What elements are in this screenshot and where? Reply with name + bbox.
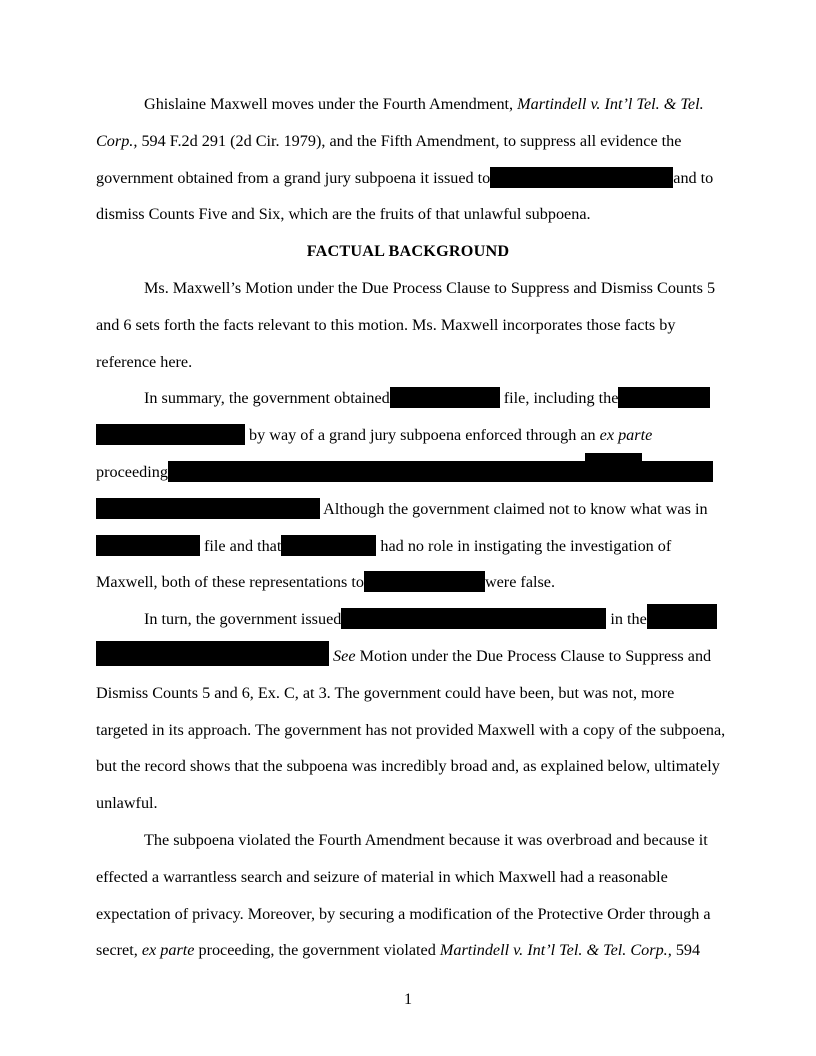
text-segment: In turn, the government issued [144, 610, 342, 629]
text-segment: expectation of privacy. Moreover, by securing a modification of the Protective Order through a [96, 904, 711, 923]
redaction-bar-extension [585, 453, 642, 482]
section-heading [96, 233, 720, 270]
text-segment: and 6 sets forth the facts relevant to this motion. Ms. Maxwell incorporates those facts by [96, 315, 676, 334]
text-segment: dismiss Counts Five and Six, which are the fruits of that unlawful subpoena. [96, 205, 591, 224]
para1-line4 [96, 196, 720, 233]
text-segment: proceeding [96, 462, 168, 481]
text-segment: 594 F.2d 291 (2d Cir. 1979), and the Fifth Amendment, to suppress all evidence the [137, 131, 682, 150]
text-segment: effected a warrantless search and seizure of material in which Maxwell had a reasonable [96, 867, 668, 886]
redaction-bar [390, 387, 500, 408]
text-segment: FACTUAL BACKGROUND [306, 242, 510, 261]
text-segment: government obtained from a grand jury subpoena it issued to [96, 168, 491, 187]
text-segment: Ms. Maxwell’s Motion under the Due Process Clause to Suppress and Dismiss Counts 5 [144, 278, 716, 297]
redaction-bar [168, 461, 713, 482]
para4-line3 [96, 675, 720, 712]
redaction-bar [647, 604, 717, 629]
para5-line4 [96, 932, 720, 969]
para3-line1 [96, 380, 720, 417]
para5-line2 [96, 859, 720, 896]
text-segment: ex parte [599, 426, 653, 445]
text-segment: ex parte [141, 941, 195, 960]
redaction-bar [96, 424, 245, 445]
para3-line6 [96, 564, 720, 601]
text-segment: reference here. [96, 352, 193, 371]
text-segment: in the [606, 610, 647, 629]
para1-line3 [96, 160, 720, 197]
page-number: 1 [403, 990, 413, 1008]
text-segment: targeted in its approach. The government has not provided Maxwell with a copy of the subpoena, [96, 720, 726, 739]
para5-line1 [96, 822, 720, 859]
text-segment: secret, [96, 941, 142, 960]
para2-line1 [96, 270, 720, 307]
text-segment: by way of a grand jury subpoena enforced through an [245, 426, 600, 445]
text-segment: and to [673, 168, 714, 187]
text-segment: The subpoena violated the Fourth Amendment because it was overbroad and because it [144, 830, 708, 849]
redaction-bar [96, 535, 200, 556]
text-segment: file and that [200, 536, 282, 555]
para3-line2 [96, 417, 720, 454]
text-segment: Corp., [96, 131, 138, 150]
text-segment: Martindell v. Int’l Tel. & Tel. [517, 95, 704, 113]
redaction-bar [281, 535, 376, 556]
redaction-bar [341, 608, 606, 629]
para1-line1 [96, 86, 720, 123]
redaction-bar [490, 167, 673, 188]
para3-line4 [96, 491, 720, 528]
para5-line3 [96, 896, 720, 933]
text-segment: In summary, the government obtained [144, 389, 390, 408]
document-lines [96, 86, 726, 969]
text-segment: proceeding, the government violated [194, 941, 440, 960]
para4-line4 [96, 712, 726, 749]
para4-line2 [96, 638, 720, 675]
redaction-bar [96, 641, 329, 666]
para4-line6 [96, 785, 720, 822]
para3-line5 [96, 528, 720, 565]
text-segment: Although the government claimed not to know what was in [320, 499, 708, 518]
para4-line5 [96, 748, 720, 785]
para4-line1 [96, 601, 720, 638]
para3-line3 [96, 454, 720, 491]
para2-line2 [96, 307, 720, 344]
text-segment: but the record shows that the subpoena was incredibly broad and, as explained below, ultimately [96, 757, 720, 776]
text-segment: 594 [671, 941, 701, 960]
text-segment: were false. [484, 573, 556, 592]
para2-line3 [96, 344, 720, 381]
text-segment: Ghislaine Maxwell moves under the Fourth Amendment, [144, 95, 518, 113]
text-segment: file, including the [499, 389, 619, 408]
text-segment: Martindell v. Int’l Tel. & Tel. Corp., [439, 941, 672, 960]
redaction-bar [618, 387, 710, 408]
text-segment: Motion under the Due Process Clause to Suppress and [355, 646, 712, 665]
text-segment: unlawful. [96, 794, 158, 813]
redaction-bar [364, 571, 485, 592]
text-segment: Maxwell, both of these representations to [96, 573, 364, 592]
text-segment: had no role in instigating the investigation of [376, 536, 672, 555]
text-segment: Dismiss Counts 5 and 6, Ex. C, at 3. The government could have been, but was not, more [96, 683, 675, 702]
text-segment: See [333, 646, 356, 665]
redaction-bar [96, 498, 320, 519]
para1-line2 [96, 123, 720, 160]
